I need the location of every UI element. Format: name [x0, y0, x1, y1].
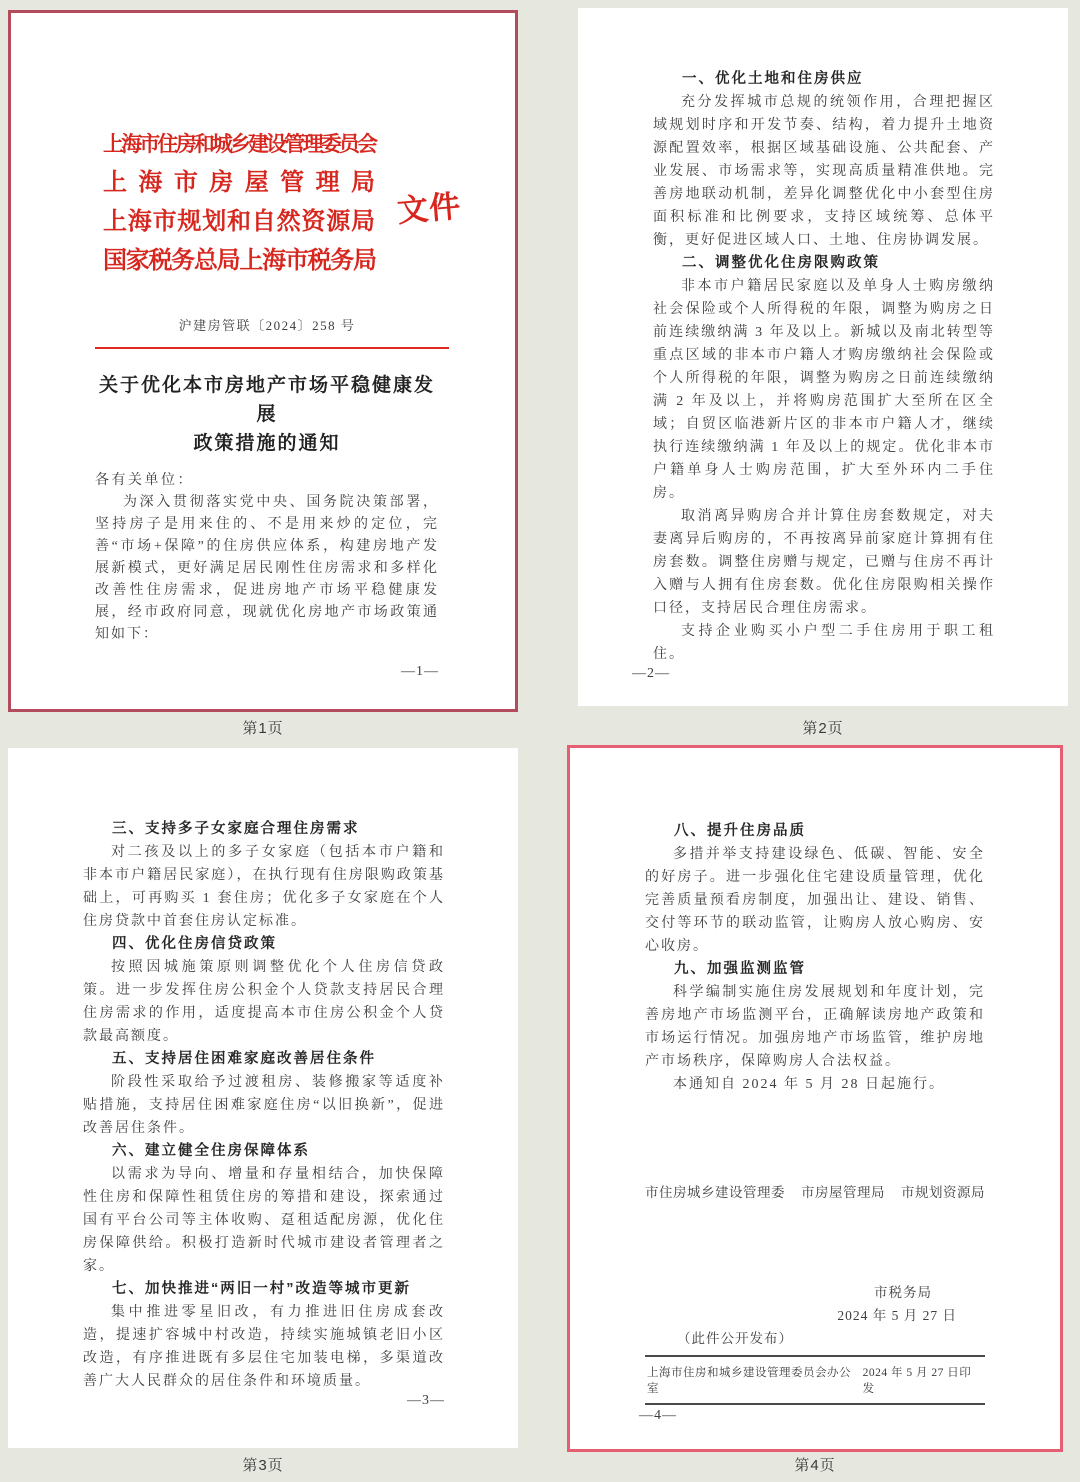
page-number-1: —1— — [401, 664, 439, 679]
doc-title-line-1: 关于优化本市房地产市场平稳健康发展 — [98, 375, 435, 425]
body-paragraph: 为深入贯彻落实党中央、国务院决策部署，坚持房子是用来住的、不是用来炒的定位，完善“市场+保障”的住房供应体系，构建房地产发展新模式，更好满足居民刚性住房需求和多样化改善性住房需求，促进房地产市场平稳健康发展，经市政府同意，现就优化房地产市场政策通知如下： — [95, 495, 439, 642]
body-paragraph: 集中推进零星旧改，有力推进旧住房成套改造，提速扩容城中村改造，持续实施城镇老旧小区改造，有序推进既有多层住宅加装电梯，多渠道改善广大人民群众的居住条件和环境质量。 — [83, 1305, 445, 1389]
body-paragraph: 按照因城施策原则调整优化个人住房信贷政策。进一步发挥住房公积金个人贷款支持居民合理住房需求的作用，适度提高本市住房公积金个人贷款最高额度。 — [83, 960, 445, 1044]
letterhead — [103, 125, 463, 281]
page-number-3: —3— — [407, 1393, 445, 1408]
page-number-4: —4— — [639, 1408, 677, 1423]
signer-tax-bureau: 市税务局 — [874, 1285, 932, 1300]
page-3-content — [8, 748, 518, 1448]
section-heading-5: 五、支持居住困难家庭改善居住条件 — [112, 1051, 376, 1067]
section-heading-9: 九、加强监测监管 — [674, 961, 806, 977]
body-paragraph: 多措并举支持建设绿色、低碳、智能、安全的好房子。进一步强化住宅建设质量管理，优化完善质量预看房制度，加强出让、建设、销售、交付等环节的联动监管，让购房人放心购房、安心收房。 — [645, 847, 985, 954]
body-paragraph: 科学编制实施住房发展规划和年度计划，完善房地产市场监测平台，正确解读房地产政策和市场运行情况。加强房地产市场监管，维护房地产市场秩序，保障购房人合法权益。 — [645, 985, 985, 1069]
caption-page-3: 第3页 — [242, 1457, 284, 1474]
caption-page-1: 第1页 — [242, 720, 284, 737]
public-release-note: （此件公开发布） — [677, 1331, 793, 1346]
body-paragraph: 阶段性采取给予过渡租房、装修搬家等适度补贴措施，支持居住困难家庭住房“以旧换新”，促进改善居住条件。 — [83, 1075, 445, 1136]
signer-1: 市住房城乡建设管理委 — [645, 1185, 785, 1200]
signing-agencies — [645, 1181, 985, 1201]
signer-2: 市房屋管理局 — [801, 1185, 885, 1200]
section-heading-8: 八、提升住房品质 — [674, 823, 806, 839]
page-1-content — [11, 13, 515, 709]
agency-line-3: 上海市规划和自然资源局 — [103, 209, 375, 235]
footer-print-date: 2024 年 5 月 27 日印发 — [862, 1367, 972, 1395]
page-2-content — [578, 8, 1068, 706]
effective-date-line: 本通知自 2024 年 5 月 28 日起施行。 — [673, 1077, 945, 1092]
body-paragraph: 支持企业购买小户型二手住房用于职工租住。 — [653, 624, 995, 662]
salutation: 各有关单位： — [95, 473, 194, 488]
page-4 — [567, 745, 1063, 1452]
section-heading-3: 三、支持多子女家庭合理住房需求 — [112, 821, 360, 837]
caption-page-4: 第4页 — [794, 1457, 836, 1474]
agency-line-4: 国家税务总局上海市税务局 — [103, 248, 375, 274]
section-heading-1: 一、优化土地和住房供应 — [682, 71, 864, 87]
doc-title-line-2: 政策措施的通知 — [193, 433, 341, 454]
section-heading-4: 四、优化住房信贷政策 — [112, 936, 277, 952]
red-rule — [95, 347, 449, 349]
body-paragraph: 对二孩及以上的多子女家庭（包括本市户籍和非本市户籍居民家庭），在执行现有住房限购政策基础上，可再购买 1 套住房；优化多子女家庭在个人住房贷款中首套住房认定标准。 — [83, 845, 445, 929]
doc-title — [95, 371, 439, 458]
section-heading-7: 七、加快推进“两旧一村”改造等城市更新 — [112, 1281, 411, 1297]
print-footer — [645, 1355, 985, 1405]
page-number-2: —2— — [632, 666, 670, 681]
body-paragraph: 以需求为导向、增量和存量相结合，加快保障性住房和保障性租赁住房的筹措和建设，探索通过国有平台公司等主体收购、趸租适配房源，优化住房保障供给。积极打造新时代城市建设者管理者之家。 — [83, 1167, 445, 1274]
page-3 — [8, 748, 518, 1448]
body-paragraph: 非本市户籍居民家庭以及单身人士购房缴纳社会保险或个人所得税的年限，调整为购房之日前连续缴纳满 3 年及以上。新城以及南北转型等重点区域的非本市户籍人才购房缴纳社会保险或个人所得税的年限，调整为购房之日前连续缴纳满 2 年及以上，并将购房范围扩大至所在区全域；自贸区临港新片区的非本市户籍人才，继续执行连续缴纳满 1 年及以上的规定。优化非本市户籍单身人士购房范围，扩大至外环内二手住房。 — [653, 279, 995, 501]
agency-line-2: 上海市房屋管理局 — [103, 170, 375, 196]
signing-date: 2024 年 5 月 27 日 — [837, 1308, 957, 1323]
page-2 — [578, 8, 1068, 706]
caption-page-2: 第2页 — [802, 720, 844, 737]
signer-3: 市规划资源局 — [901, 1185, 985, 1200]
doc-number: 沪建房管联〔2024〕258 号 — [178, 318, 356, 333]
page-1 — [8, 10, 518, 712]
body-paragraph: 取消离异购房合并计算住房套数规定，对夫妻离异后购房的，不再按离异前家庭计算拥有住房套数。调整住房赠与规定，已赠与住房不再计入赠与人拥有住房套数。优化住房限购相关操作口径，支持居民合理住房需求。 — [653, 509, 995, 616]
doc-type-label: 文件 — [395, 188, 463, 229]
footer-office: 上海市住房和城乡建设管理委员会办公室 — [647, 1367, 851, 1395]
section-heading-2: 二、调整优化住房限购政策 — [682, 255, 880, 271]
page-4-content — [570, 748, 1060, 1449]
section-heading-6: 六、建立健全住房保障体系 — [112, 1143, 310, 1159]
body-paragraph: 充分发挥城市总规的统领作用，合理把握区域规划时序和开发节奏、结构，着力提升土地资源配置效率，根据区域基础设施、公共配套、产业发展、市场需求等，实现高质量精准供地。完善房地联动机制，差异化调整优化中小套型住房面积标准和比例要求，支持区域统筹、总体平衡，更好促进区域人口、土地、住房协调发展。 — [653, 95, 995, 248]
agency-line-1: 上海市住房和城乡建设管理委员会 — [103, 132, 375, 156]
